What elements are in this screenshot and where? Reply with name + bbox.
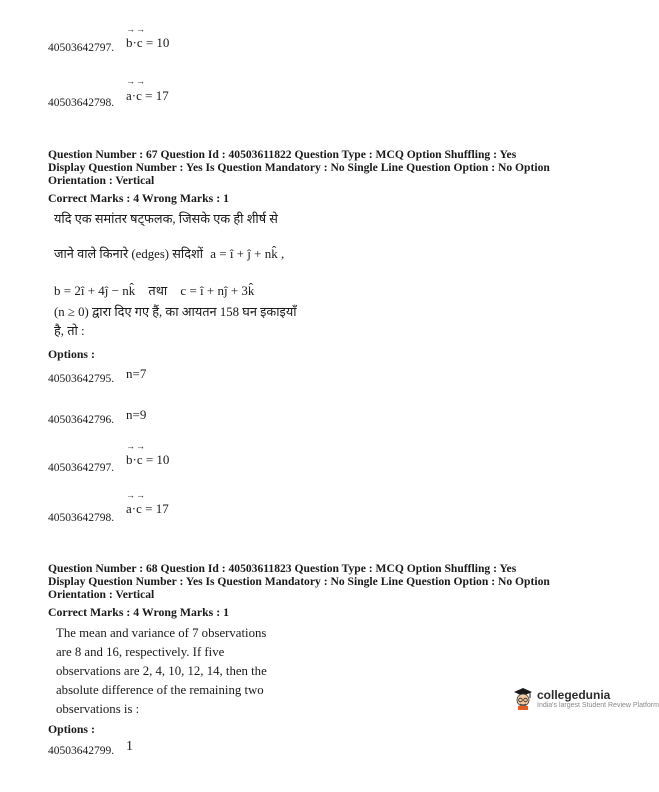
question-text-line: (n ≥ 0) द्वारा दिए गए हैं, का आयतन 158 घन इकाइयाँ <box>54 305 297 319</box>
option-expression: b·c = 10 <box>126 452 170 467</box>
question-header-line3: Orientation : Vertical <box>48 588 155 601</box>
vector-b-expression: b = 2î + 4ĵ − nk̂ <box>54 283 136 298</box>
option-id: 40503642796. <box>48 414 115 426</box>
question-header-line1: Question Number : 67 Question Id : 40503611822 Question Type : MCQ Option Shuffling : Yes <box>48 148 517 161</box>
question-text-line: observations are 2, 4, 10, 12, 14, then the <box>56 664 267 678</box>
question-text-line: observations is : <box>56 702 140 716</box>
option-expression: b·c = 10 <box>126 35 170 50</box>
watermark-tagline: India's largest Student Review Platform <box>537 701 659 709</box>
option-id: 40503642795. <box>48 373 115 385</box>
question-header-line2: Display Question Number : Yes Is Question Mandatory : No Single Line Question Option : No Option <box>48 575 550 588</box>
option-id: 40503642797. <box>48 42 115 54</box>
option-expression: n=9 <box>126 407 147 422</box>
option-id: 40503642797. <box>48 462 115 474</box>
option-id: 40503642798. <box>48 97 115 109</box>
vector-c-expression: c = î + nĵ + 3k̂ <box>180 283 255 298</box>
vector-arrows: →→ <box>126 490 146 500</box>
graduate-mascot-icon <box>512 686 534 710</box>
options-label: Options : <box>48 722 95 736</box>
options-label: Options : <box>48 347 95 361</box>
question-header-line2: Display Question Number : Yes Is Question Mandatory : No Single Line Question Option : No Option <box>48 161 550 174</box>
vector-arrows: →→ <box>126 441 146 451</box>
question-text-line <box>54 244 284 264</box>
vector-arrows: →→ <box>126 76 146 86</box>
option-expression: a·c = 17 <box>126 501 169 516</box>
question-text-line: यदि एक समांतर षट्फलक, जिसके एक ही शीर्ष से <box>54 212 278 226</box>
question-text-line: absolute difference of the remaining two <box>56 683 264 697</box>
collegedunia-watermark <box>512 686 659 710</box>
option-id: 40503642799. <box>48 745 115 757</box>
conjunction-text: तथा <box>148 284 168 298</box>
vector-arrows: →→ <box>126 24 146 34</box>
option-expression: n=7 <box>126 366 147 381</box>
question-text-fragment: जाने वाले किनारे (edges) सदिशों <box>54 247 204 261</box>
option-expression: 1 <box>126 739 133 754</box>
question-text-line: है, तो : <box>54 324 85 338</box>
question-header-line1: Question Number : 68 Question Id : 40503611823 Question Type : MCQ Option Shuffling : Yes <box>48 562 517 575</box>
question-text-line: are 8 and 16, respectively. If five <box>56 645 225 659</box>
marks-info: Correct Marks : 4 Wrong Marks : 1 <box>48 191 229 205</box>
watermark-text <box>537 688 659 709</box>
question-header-line3: Orientation : Vertical <box>48 174 155 187</box>
watermark-brand: collegedunia <box>537 687 611 702</box>
vector-a-expression: a = î + ĵ + nk̂ , <box>210 246 285 261</box>
question-text-line <box>54 281 254 301</box>
marks-info: Correct Marks : 4 Wrong Marks : 1 <box>48 605 229 619</box>
question-text-line: The mean and variance of 7 observations <box>56 626 267 640</box>
option-id: 40503642798. <box>48 512 115 524</box>
option-expression: a·c = 17 <box>126 88 169 103</box>
